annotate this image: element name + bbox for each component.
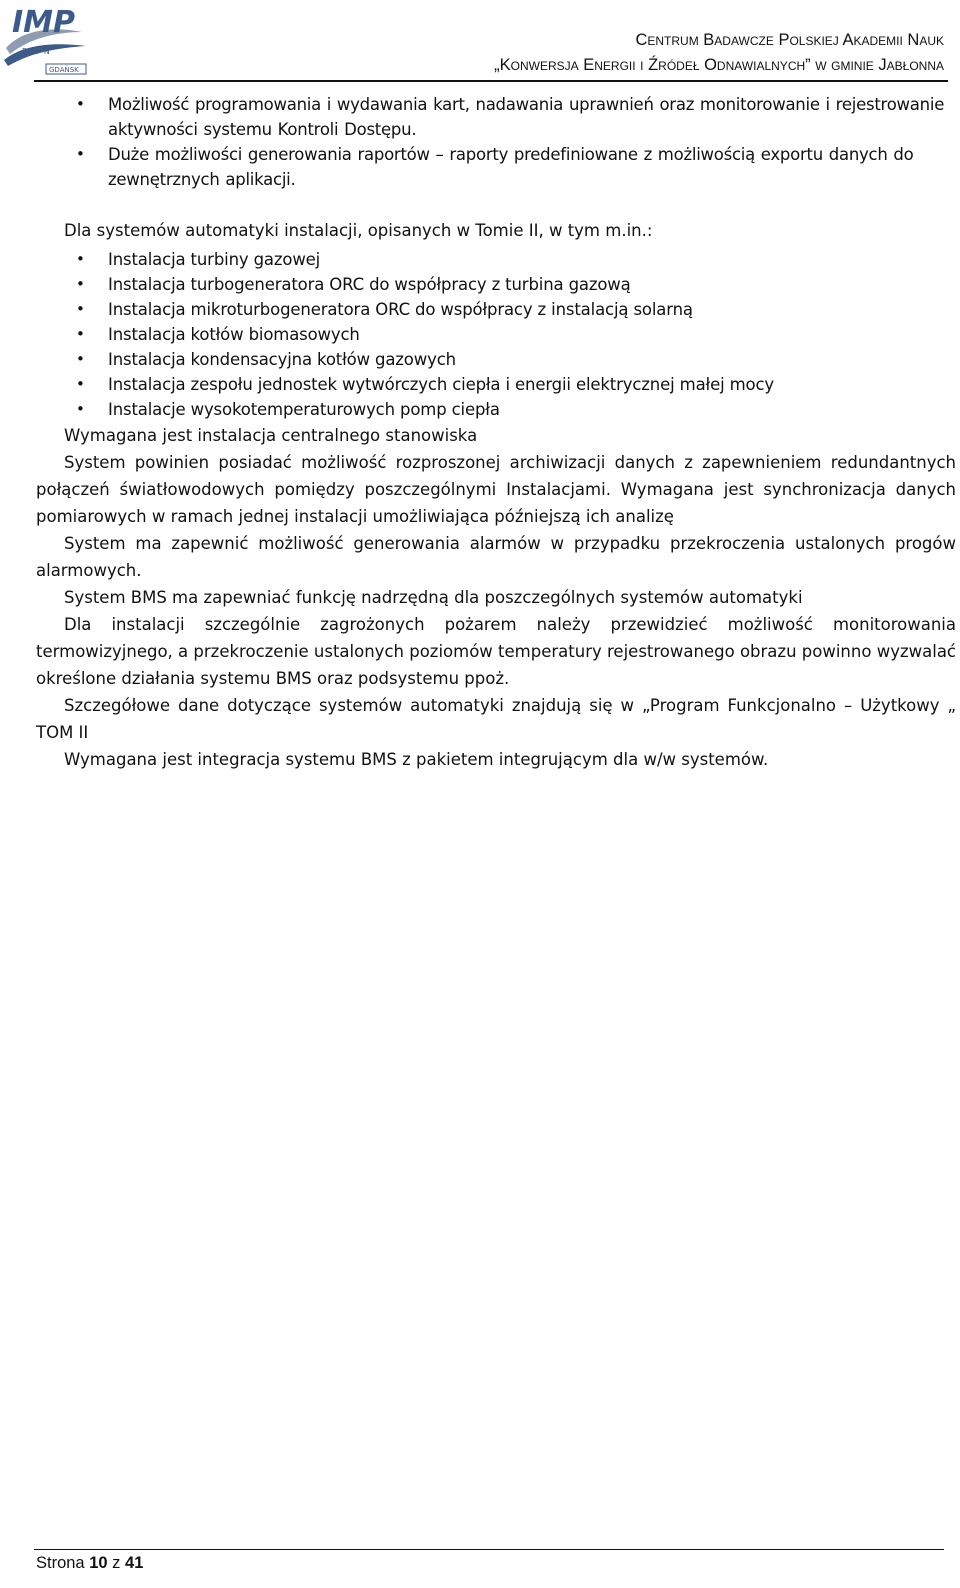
list-item bbox=[36, 397, 956, 422]
access-control-feature-list bbox=[36, 92, 956, 192]
list-item-text: Instalacja kondensacyjna kotłów gazowych bbox=[108, 350, 456, 369]
list-item bbox=[36, 272, 956, 297]
list-item bbox=[36, 142, 956, 192]
page-footer bbox=[36, 1552, 143, 1574]
installation-list bbox=[36, 247, 956, 422]
list-item-text: Duże możliwości generowania raportów – raporty predefiniowane z możliwością exportu danych do zewnętrznych aplikacji. bbox=[108, 145, 914, 189]
bullet-icon: • bbox=[76, 325, 85, 343]
document-body bbox=[36, 92, 956, 773]
bullet-icon: • bbox=[76, 275, 85, 293]
bullet-icon: • bbox=[76, 145, 85, 163]
svg-text:IMP: IMP bbox=[12, 5, 76, 40]
header-divider bbox=[34, 80, 948, 82]
list-item bbox=[36, 247, 956, 272]
svg-text:GDAŃSK: GDAŃSK bbox=[49, 66, 79, 74]
running-header bbox=[494, 28, 944, 78]
list-item bbox=[36, 347, 956, 372]
paragraph-thermal-monitoring: Dla instalacji szczególnie zagrożonych pożarem należy przewidzieć możliwość monitorowania termowizyjnego, a przekroczenie ustalonych poziomów temperatury rejestrowanego obrazu powinno wyzwalać określone działania systemu BMS oraz podsystemu ppoż. bbox=[36, 615, 956, 688]
page-label: Strona bbox=[36, 1554, 85, 1572]
list-item bbox=[36, 322, 956, 347]
list-item bbox=[36, 92, 956, 142]
bullet-icon: • bbox=[76, 375, 85, 393]
institute-logo bbox=[2, 2, 90, 76]
paragraph-archiving: System powinien posiadać możliwość rozproszonej archiwizacji danych z zapewnieniem redundantnych połączeń światłowodowych pomiędzy poszczególnymi Instalacjami. Wymagana jest synchronizacja danych pomiarowych w ramach jednej instalacji umożliwiająca późniejszą ich analizę bbox=[36, 453, 956, 526]
footer-divider bbox=[34, 1549, 944, 1550]
list-item-text: Instalacja mikroturbogeneratora ORC do współpracy z instalacją solarną bbox=[108, 300, 693, 319]
svg-text:PAN: PAN bbox=[22, 47, 56, 56]
paragraph-bms-integration: Wymagana jest integracja systemu BMS z pakietem integrującym dla w/w systemów. bbox=[64, 750, 769, 769]
total-pages: 41 bbox=[125, 1554, 144, 1572]
list-item bbox=[36, 372, 956, 397]
paragraph-central-station: Wymagana jest instalacja centralnego stanowiska bbox=[64, 426, 478, 445]
list-item-text: Instalacja kotłów biomasowych bbox=[108, 325, 360, 344]
list-item-text: Instalacja zespołu jednostek wytwórczych ciepła i energii elektrycznej małej mocy bbox=[108, 375, 775, 394]
list-item-text: Instalacje wysokotemperaturowych pomp ciepła bbox=[108, 400, 500, 419]
header-project-title: „Konwersja Energii i Źródeł Odnawialnych” w gminie Jabłonna bbox=[494, 56, 944, 74]
header-institution: Centrum Badawcze Polskiej Akademii Nauk bbox=[635, 31, 944, 49]
page-number: 10 bbox=[89, 1554, 108, 1572]
paragraph-functional-program-reference: Szczegółowe dane dotyczące systemów automatyki znajdują się w „Program Funkcjonalno – Użytkowy „ TOM II bbox=[36, 696, 956, 742]
list-item-text: Instalacja turbogeneratora ORC do współpracy z turbina gazową bbox=[108, 275, 631, 294]
paragraph-alarms: System ma zapewnić możliwość generowania alarmów w przypadku przekroczenia ustalonych progów alarmowych. bbox=[36, 534, 956, 580]
bullet-icon: • bbox=[76, 95, 85, 113]
bullet-icon: • bbox=[76, 250, 85, 268]
bullet-icon: • bbox=[76, 400, 85, 418]
list-item-text: Instalacja turbiny gazowej bbox=[108, 250, 321, 269]
paragraph-bms-supervisory: System BMS ma zapewniać funkcję nadrzędną dla poszczególnych systemów automatyki bbox=[64, 588, 803, 607]
bullet-icon: • bbox=[76, 300, 85, 318]
automation-intro: Dla systemów automatyki instalacji, opisanych w Tomie II, w tym m.in.: bbox=[64, 221, 653, 240]
bullet-icon: • bbox=[76, 350, 85, 368]
list-item-text: Możliwość programowania i wydawania kart, nadawania uprawnień oraz monitorowanie i rejestrowanie aktywności systemu Kontroli Dostępu. bbox=[108, 95, 945, 139]
list-item bbox=[36, 297, 956, 322]
page-of-label: z bbox=[112, 1554, 121, 1572]
